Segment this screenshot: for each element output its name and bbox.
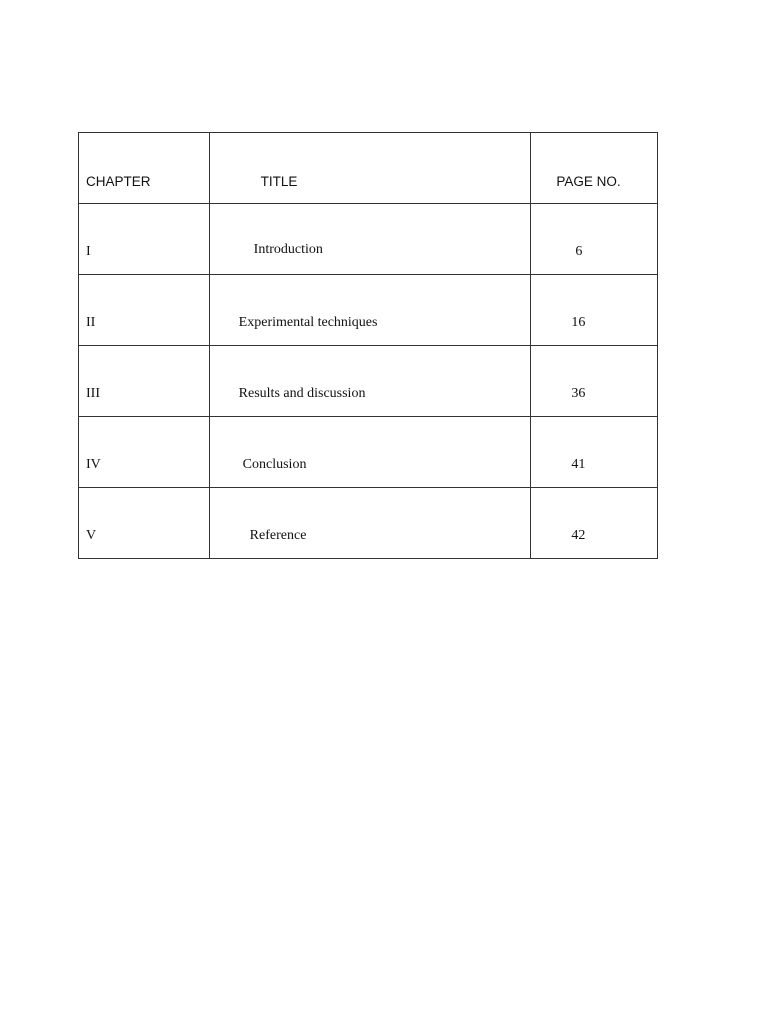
chapter-title: Introduction [253,242,323,257]
title-cell [209,204,531,275]
chapter-number: V [86,528,97,543]
header-page-no: PAGE NO. [556,174,621,189]
header-title-cell [209,133,531,204]
page-number: 42 [571,528,586,543]
page-number: 6 [575,244,583,259]
header-title: TITLE [260,174,298,189]
table-header-row [79,133,658,204]
table-of-contents [78,132,658,559]
page-number: 41 [571,457,586,472]
chapter-title: Reference [249,528,307,543]
header-page-cell [531,133,658,204]
page-cell [531,417,658,488]
table-row [79,346,658,417]
title-cell [209,417,531,488]
chapter-cell [79,275,210,346]
table-row [79,488,658,559]
chapter-number: I [86,244,91,259]
header-chapter-cell [79,133,210,204]
chapter-title: Results and discussion [238,386,366,401]
chapter-number: II [86,315,96,330]
chapter-title: Conclusion [242,457,307,472]
chapter-cell [79,204,210,275]
page-cell [531,488,658,559]
chapter-cell [79,488,210,559]
page-cell [531,346,658,417]
title-cell [209,275,531,346]
table-row [79,275,658,346]
page-cell [531,204,658,275]
title-cell [209,488,531,559]
chapter-cell [79,417,210,488]
table-row [79,204,658,275]
title-cell [209,346,531,417]
header-chapter: CHAPTER [86,174,151,189]
chapter-title: Experimental techniques [238,315,378,330]
chapter-number: III [86,386,100,401]
page-number: 16 [571,315,586,330]
table-row [79,417,658,488]
chapter-number: IV [86,457,101,472]
chapter-cell [79,346,210,417]
page-number: 36 [571,386,586,401]
page-cell [531,275,658,346]
